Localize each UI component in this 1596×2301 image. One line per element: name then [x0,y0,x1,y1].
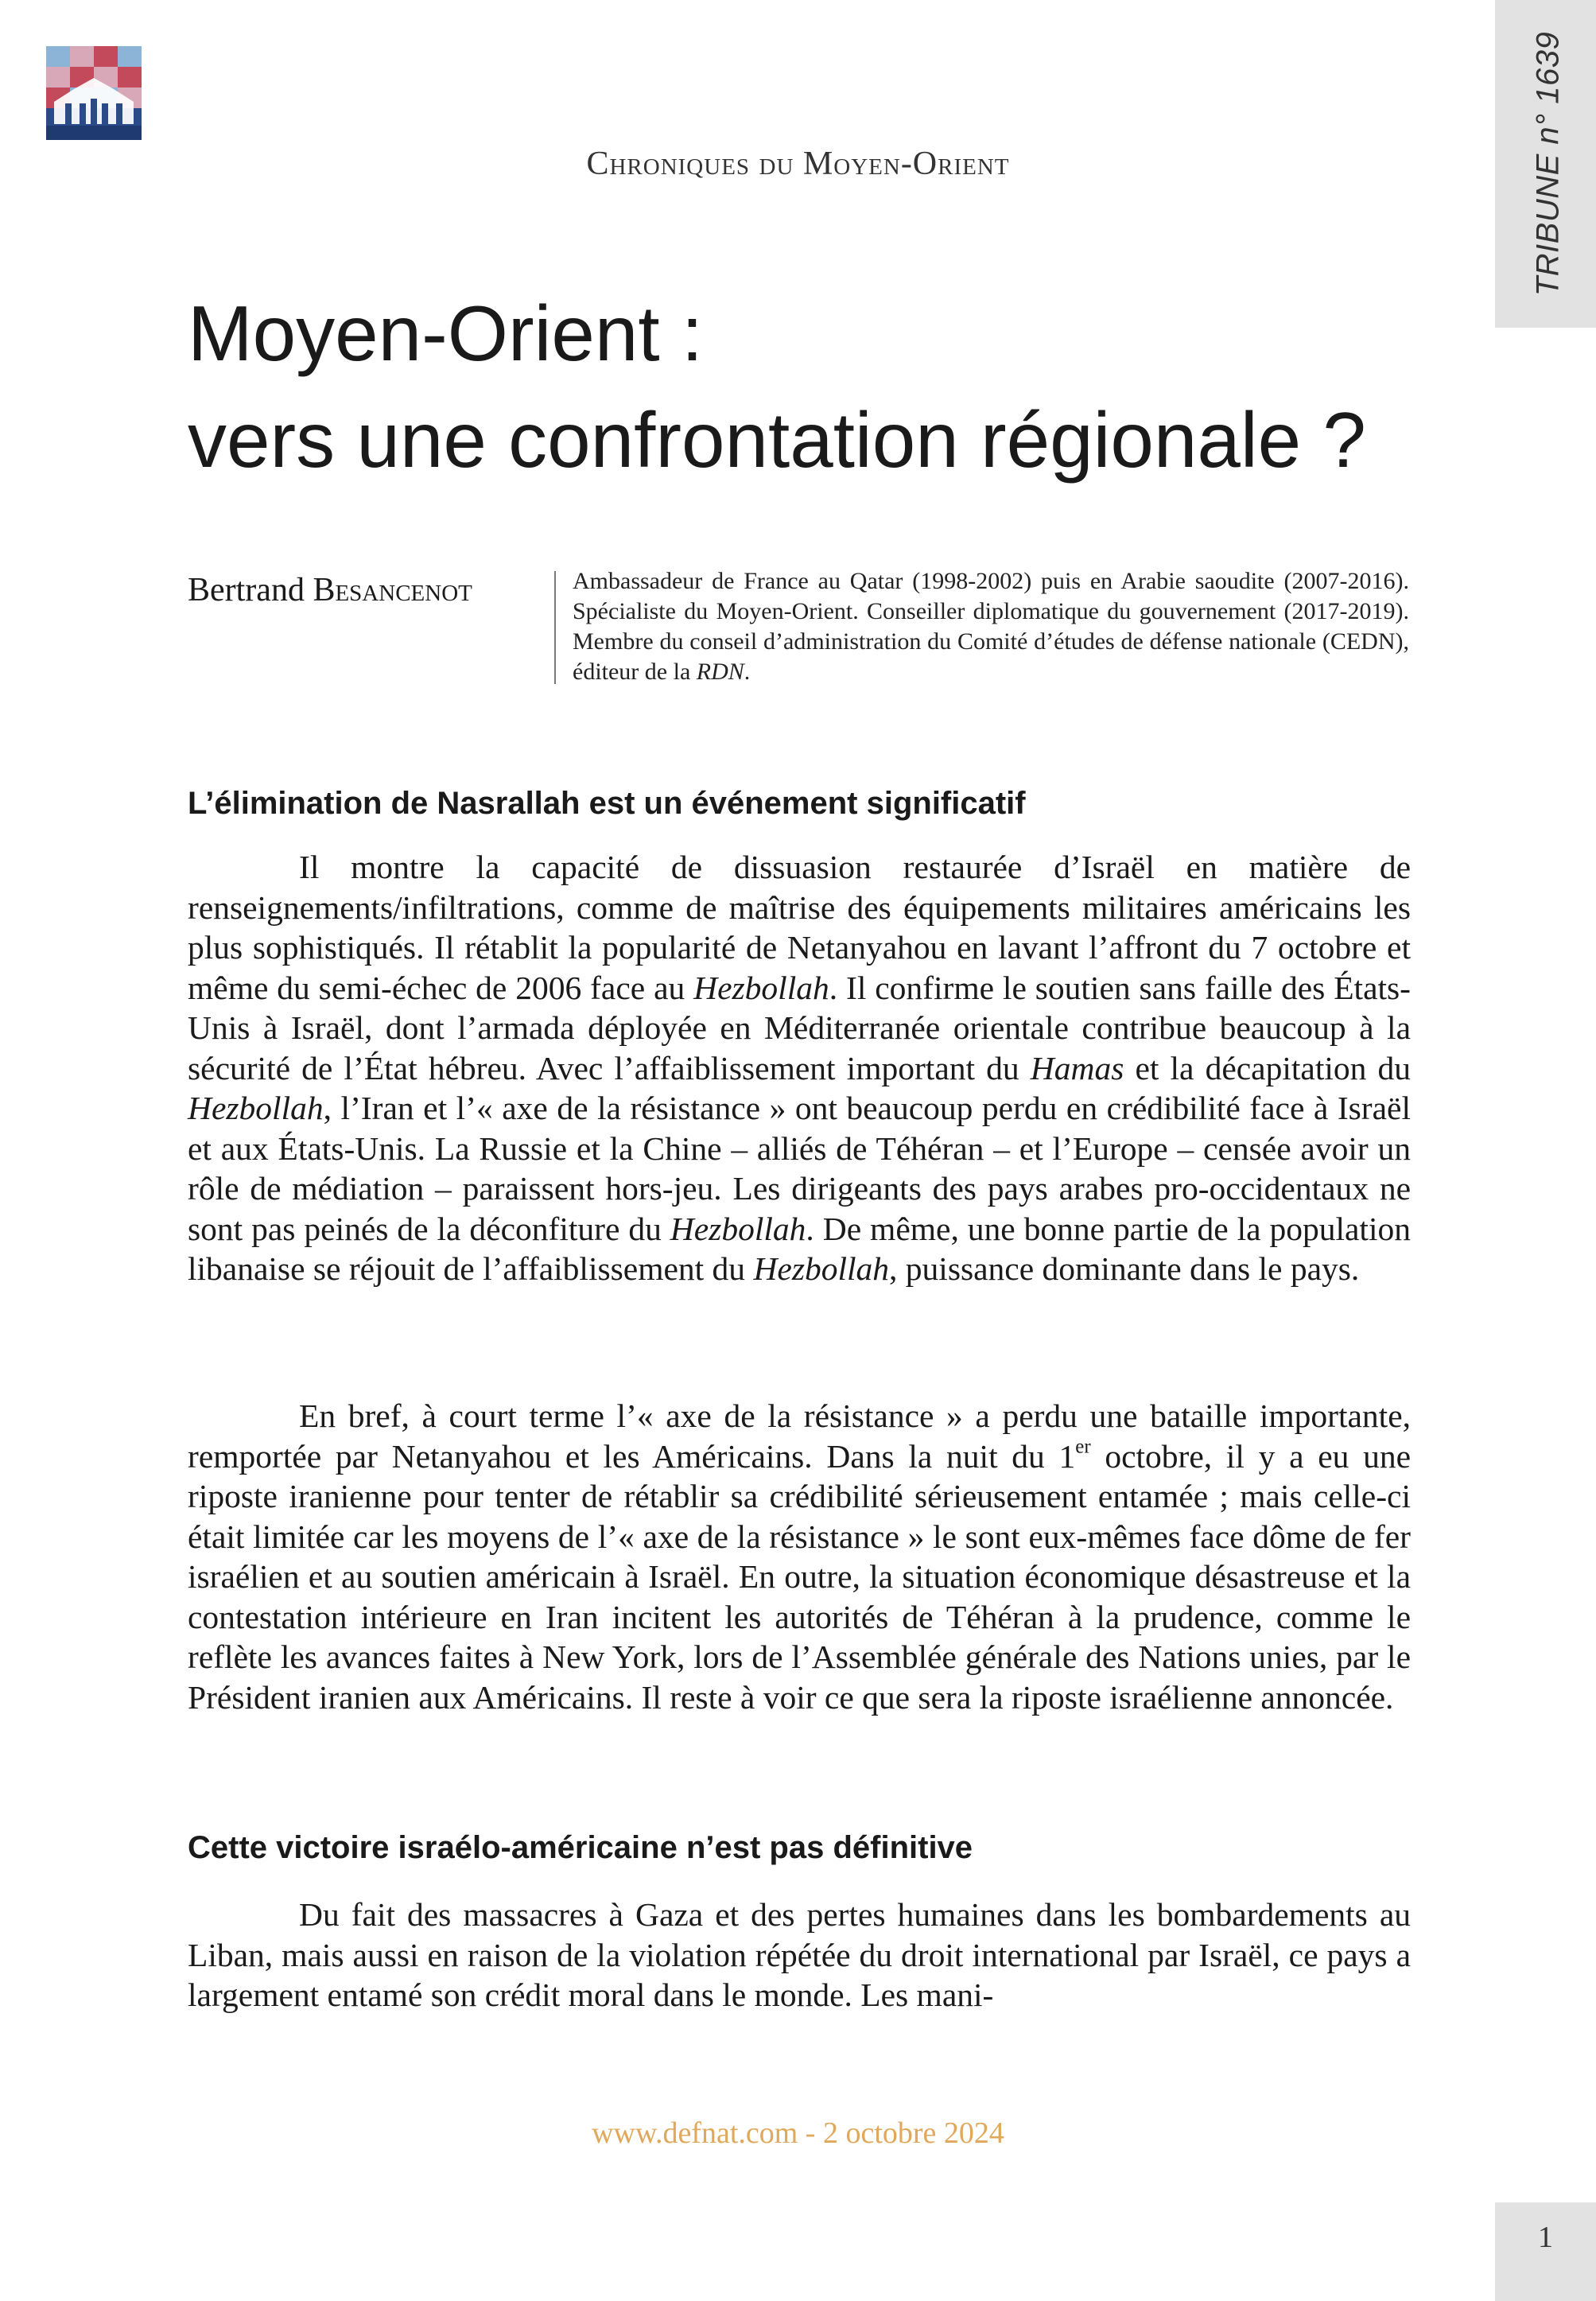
section-heading: Cette victoire israélo-américaine n’est pas définitive [188,1830,973,1865]
section-heading: L’élimination de Nasrallah est un événement significatif [188,786,1026,821]
title-line-1: Moyen-Orient : [188,290,704,377]
cedn-logo [46,46,142,140]
title-line-2: vers une confrontation régionale ? [188,396,1366,484]
cedn-building-logo-icon [46,46,142,140]
footer-url-date: www.defnat.com - 2 octobre 2024 [592,2116,1004,2150]
paragraph: En bref, à court terme l’« axe de la résistance » a perdu une bataille importante, remportée par Netanyahou et les Américains. Dans la nuit du 1er octobre, il y a eu une riposte iranienne pour tenter de rétablir sa crédibilité sérieusement entamée ; mais celle-ci était limitée car les moyens de l’« axe de la résistance » le sont eux-mêmes face dôme de fer israélien et au soutien américain à Israël. En outre, la situation économique désastreuse et la contestation intérieure en Iran incitent les autorités de Téhéran à la prudence, comme le reflète les avances faites à New York, lors de l’Assemblée générale des Nations unies, par le Président iranien aux Américains. Il reste à voir ce que sera la riposte israélienne annoncée. [188,1397,1411,1716]
running-head: Chroniques du Moyen-Orient [586,146,1010,182]
paragraph: Il montre la capacité de dissuasion restaurée d’Israël en matière de renseignements/infiltrations, comme de maîtrise des équipements militaires américains les plus sophistiqués. Il rétablit la popularité de Netanyahou en lavant l’affront du 7 octobre et même du semi-échec de 2006 face au Hezbollah. Il confirme le soutien sans faille des États-Unis à Israël, dont l’armada déployée en Méditerranée orientale contribue beaucoup à la sécurité de l’État hébreu. Avec l’affaiblissement important du Hamas et la décapitation du Hezbollah, l’Iran et l’« axe de la résistance » ont beaucoup perdu en crédibilité face à Israël et aux États-Unis. La Russie et la Chine – alliés de Téhéran – et l’Europe – censée avoir un rôle de médiation – paraissent hors-jeu. Les dirigeants des pays arabes pro-occidentaux ne sont pas peinés de la déconfiture du Hezbollah. De même, une bonne partie de la population libanaise se réjouit de l’affaiblissement du Hezbollah, puissance dominante dans le pays. [188,849,1411,1287]
page-number: 1 [1538,2221,1553,2254]
page-number-box [1495,2202,1596,2301]
author-name [188,569,538,611]
paragraph: Du fait des massacres à Gaza et des pertes humaines dans les bombardements au Liban, mais aussi en raison de la violation répétée du droit international par Israël, ce pays a largement entamé son crédit moral dans le monde. Les mani- [188,1896,1411,2013]
author-first-name: Bertrand [188,572,305,608]
article-title [188,280,1428,493]
rdn-italic: RDN [696,659,744,685]
author-bio: Ambassadeur de France au Qatar (1998-2002) puis en Arabie saoudite (2007-2016). Spécialiste du Moyen-Orient. Conseiller diplomatique du gouvernement (2017-2019). Membre du conseil d’administration du Comité d’études de défense nationale (CEDN), éditeur de la RDN. [573,568,1409,685]
tribune-number: TRIBUNE n° 1639 [1530,31,1566,297]
author-last-name: Besancenot [313,572,472,608]
bio-divider [554,571,556,684]
